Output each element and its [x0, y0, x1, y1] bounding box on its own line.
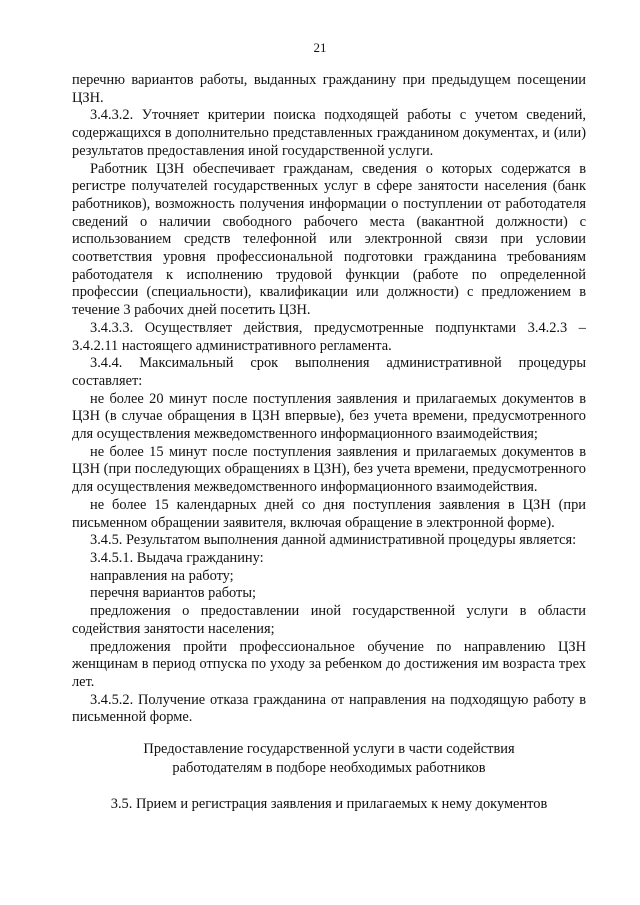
paragraph: 3.4.5.2. Получение отказа гражданина от направления на подходящую работу в письменной форме. — [72, 691, 586, 726]
paragraph: направления на работу; — [90, 567, 234, 584]
page-number: 21 — [313, 40, 327, 55]
paragraph: не более 20 минут после поступления заявления и прилагаемых документов в ЦЗН (в случае обращения в ЦЗН впервые), без учета времени, предусмотренного для осуществления межведомственного информационного взаимодействия; — [72, 390, 586, 443]
paragraph: не более 15 минут после поступления заявления и прилагаемых документов в ЦЗН (при последующих обращениях в ЦЗН), без учета времени, предусмотренного для осуществления межведомственного информационного взаимодействия. — [72, 443, 586, 496]
section-heading — [72, 740, 586, 778]
paragraph: 3.4.5. Результатом выполнения данной административной процедуры является: — [90, 532, 577, 549]
paragraph: не более 15 календарных дней со дня поступления заявления в ЦЗН (при письменном обращении заявителя, включая обращение в электронной форме). — [72, 496, 586, 531]
paragraph: 3.4.3.3. Осуществляет действия, предусмотренные подпунктами 3.4.2.3 – 3.4.2.11 настоящего административного регламента. — [72, 319, 586, 354]
subsection-heading: 3.5. Прием и регистрация заявления и прилагаемых к нему документов — [110, 796, 548, 812]
section-heading-line: работодателям в подборе необходимых работников — [172, 760, 486, 776]
body-text — [72, 72, 586, 727]
paragraph: предложения о предоставлении иной государственной услуги в области содействия занятости населения; — [72, 603, 586, 637]
paragraph: перечня вариантов работы; — [90, 585, 256, 602]
paragraph: 3.4.4. Максимальный срок выполнения административной процедуры составляет: — [72, 355, 586, 389]
section-heading-line: Предоставление государственной услуги в части содействия — [143, 741, 515, 757]
paragraph: Работник ЦЗН обеспечивает гражданам, сведения о которых содержатся в регистре получателей государственных услуг в сфере занятости населения (банк работников), возможность получения информации о поступлении от работодателя сведений о наличии свободного рабочего места (вакантной должности) с использованием средств телефонной или электронной связи при условии соответствия уровня профессиональной подготовки гражданина требованиям работодателя к исполнению трудовой функции (работе по определенной профессии (специальности), квалификации или должности) с предложением в течение 3 рабочих дней посетить ЦЗН. — [72, 160, 586, 319]
paragraph: перечню вариантов работы, выданных гражданину при предыдущем посещении ЦЗН. — [72, 72, 586, 106]
paragraph: 3.4.3.2. Уточняет критерии поиска подходящей работы с учетом сведений, содержащихся в дополнительно представленных гражданином документах, и (или) результатов предоставления иной государственной услуги. — [72, 107, 586, 159]
paragraph: 3.4.5.1. Выдача гражданину: — [90, 549, 264, 566]
paragraph: предложения пройти профессиональное обучение по направлению ЦЗН женщинам в период отпуска по уходу за ребенком до достижения им возраста трех лет. — [72, 638, 586, 690]
